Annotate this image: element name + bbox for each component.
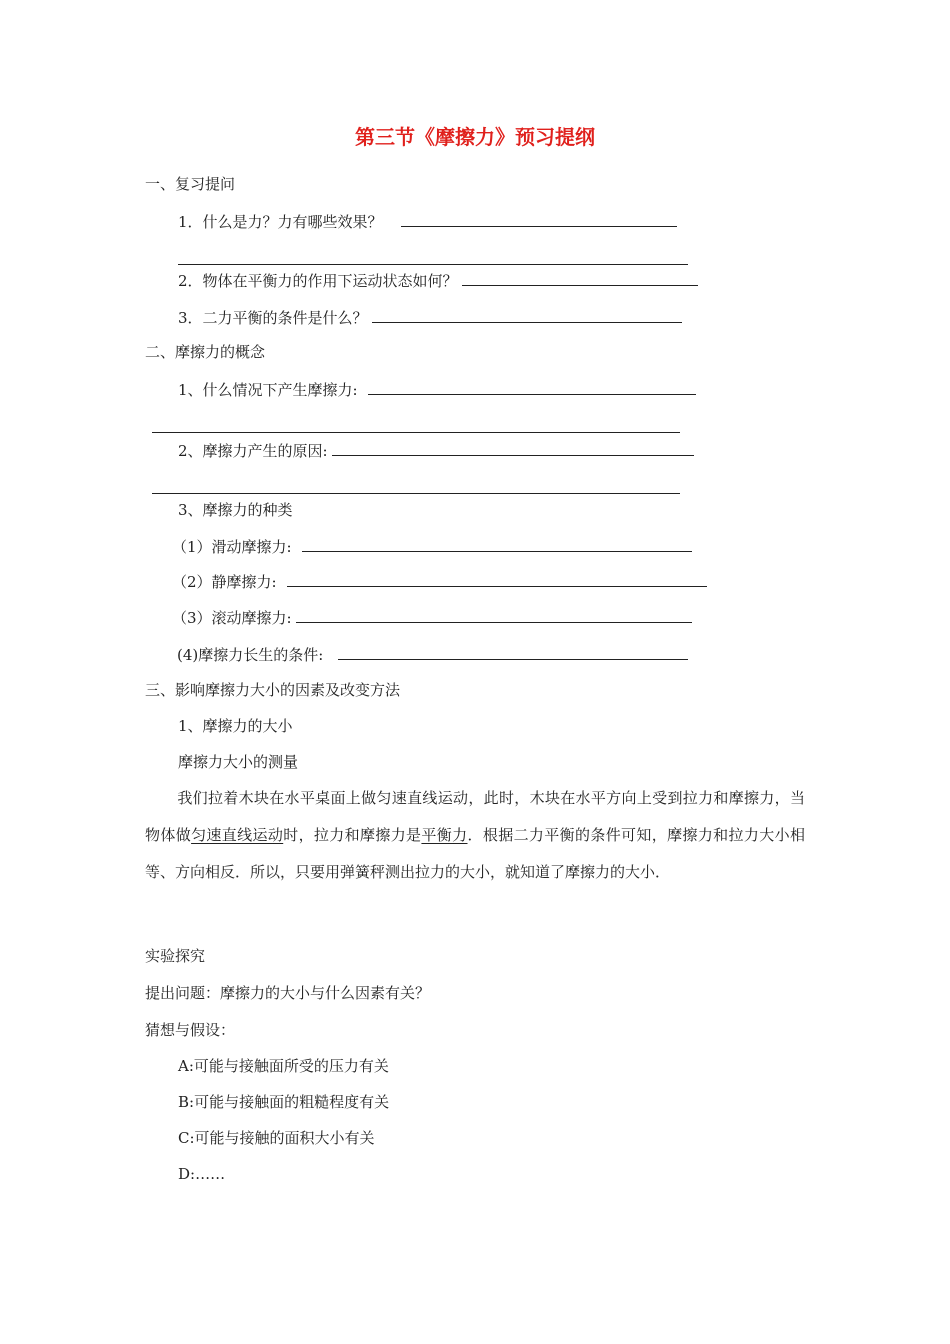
review-question-1-text: 1．什么是力？力有哪些效果？ bbox=[178, 213, 383, 231]
friction-condition-text: (4)摩擦力长生的条件: bbox=[177, 646, 324, 664]
friction-type-3-text: （3）滚动摩擦力: bbox=[172, 609, 292, 627]
experiment-hypothesis: 猜想与假设： bbox=[145, 1021, 236, 1039]
friction-type-3 bbox=[172, 608, 692, 628]
concept-question-2-text: 2、摩擦力产生的原因: bbox=[178, 442, 328, 460]
concept-question-2 bbox=[178, 441, 694, 461]
answer-blank[interactable] bbox=[296, 608, 692, 623]
underlined-uniform-motion: 匀速直线运动 bbox=[191, 826, 284, 844]
answer-blank[interactable] bbox=[302, 537, 692, 552]
section3-sub1: 1、摩擦力的大小 bbox=[178, 717, 293, 735]
section3-sub2: 摩擦力大小的测量 bbox=[178, 753, 299, 771]
experiment-question: 提出问题：摩擦力的大小与什么因素有关？ bbox=[145, 984, 431, 1002]
friction-type-1 bbox=[172, 537, 692, 557]
concept-question-3: 3、摩擦力的种类 bbox=[178, 501, 293, 519]
document-title: 第三节《摩擦力》预习提纲 bbox=[355, 125, 595, 149]
review-question-2-text: 2．物体在平衡力的作用下运动状态如何？ bbox=[178, 272, 458, 290]
answer-blank[interactable] bbox=[332, 441, 694, 456]
answer-blank[interactable] bbox=[368, 380, 696, 395]
review-question-2 bbox=[178, 271, 698, 291]
concept-question-1-text: 1、什么情况下产生摩擦力: bbox=[178, 381, 358, 399]
answer-blank-continued[interactable] bbox=[178, 264, 688, 265]
answer-blank[interactable] bbox=[372, 308, 682, 323]
review-question-3-text: 3．二力平衡的条件是什么？ bbox=[178, 309, 368, 327]
concept-question-1 bbox=[178, 380, 696, 400]
paragraph-text-3: ．根据二力平衡的条件可知，摩擦力和拉力大小相等、方向相反．所以，只要用弹簧秤测出拉力的大小，就知道了摩擦力的大小． bbox=[145, 826, 805, 881]
hypothesis-c: C:可能与接触的面积大小有关 bbox=[178, 1129, 375, 1147]
answer-blank-continued[interactable] bbox=[152, 432, 680, 433]
section3-heading: 三、影响摩擦力大小的因素及改变方法 bbox=[145, 681, 401, 699]
review-question-3 bbox=[178, 308, 682, 328]
underlined-balanced-force: 平衡力 bbox=[421, 826, 468, 844]
measurement-paragraph bbox=[145, 780, 805, 891]
hypothesis-a: A:可能与接触面所受的压力有关 bbox=[178, 1057, 389, 1075]
hypothesis-d: D:…… bbox=[178, 1165, 226, 1183]
hypothesis-b: B:可能与接触面的粗糙程度有关 bbox=[178, 1093, 390, 1111]
answer-blank[interactable] bbox=[401, 212, 677, 227]
answer-blank[interactable] bbox=[338, 645, 688, 660]
friction-type-2 bbox=[172, 572, 707, 592]
answer-blank[interactable] bbox=[462, 271, 698, 286]
friction-condition bbox=[177, 645, 688, 665]
answer-blank[interactable] bbox=[287, 572, 707, 587]
paragraph-text-1: 我们拉着木块在水平桌面上做匀速直线运动，此时，木块在水平方向上受到拉力和摩擦力，当物体做 bbox=[145, 789, 805, 844]
friction-type-1-text: （1）滑动摩擦力: bbox=[172, 538, 292, 556]
friction-type-2-text: （2）静摩擦力: bbox=[172, 573, 277, 591]
section2-heading: 二、摩擦力的概念 bbox=[145, 343, 266, 361]
paragraph-text-2: 时，拉力和摩擦力是 bbox=[283, 826, 422, 844]
answer-blank-continued[interactable] bbox=[152, 493, 680, 494]
review-question-1 bbox=[178, 212, 677, 232]
experiment-heading: 实验探究 bbox=[145, 947, 206, 965]
section1-heading: 一、复习提问 bbox=[145, 175, 236, 193]
